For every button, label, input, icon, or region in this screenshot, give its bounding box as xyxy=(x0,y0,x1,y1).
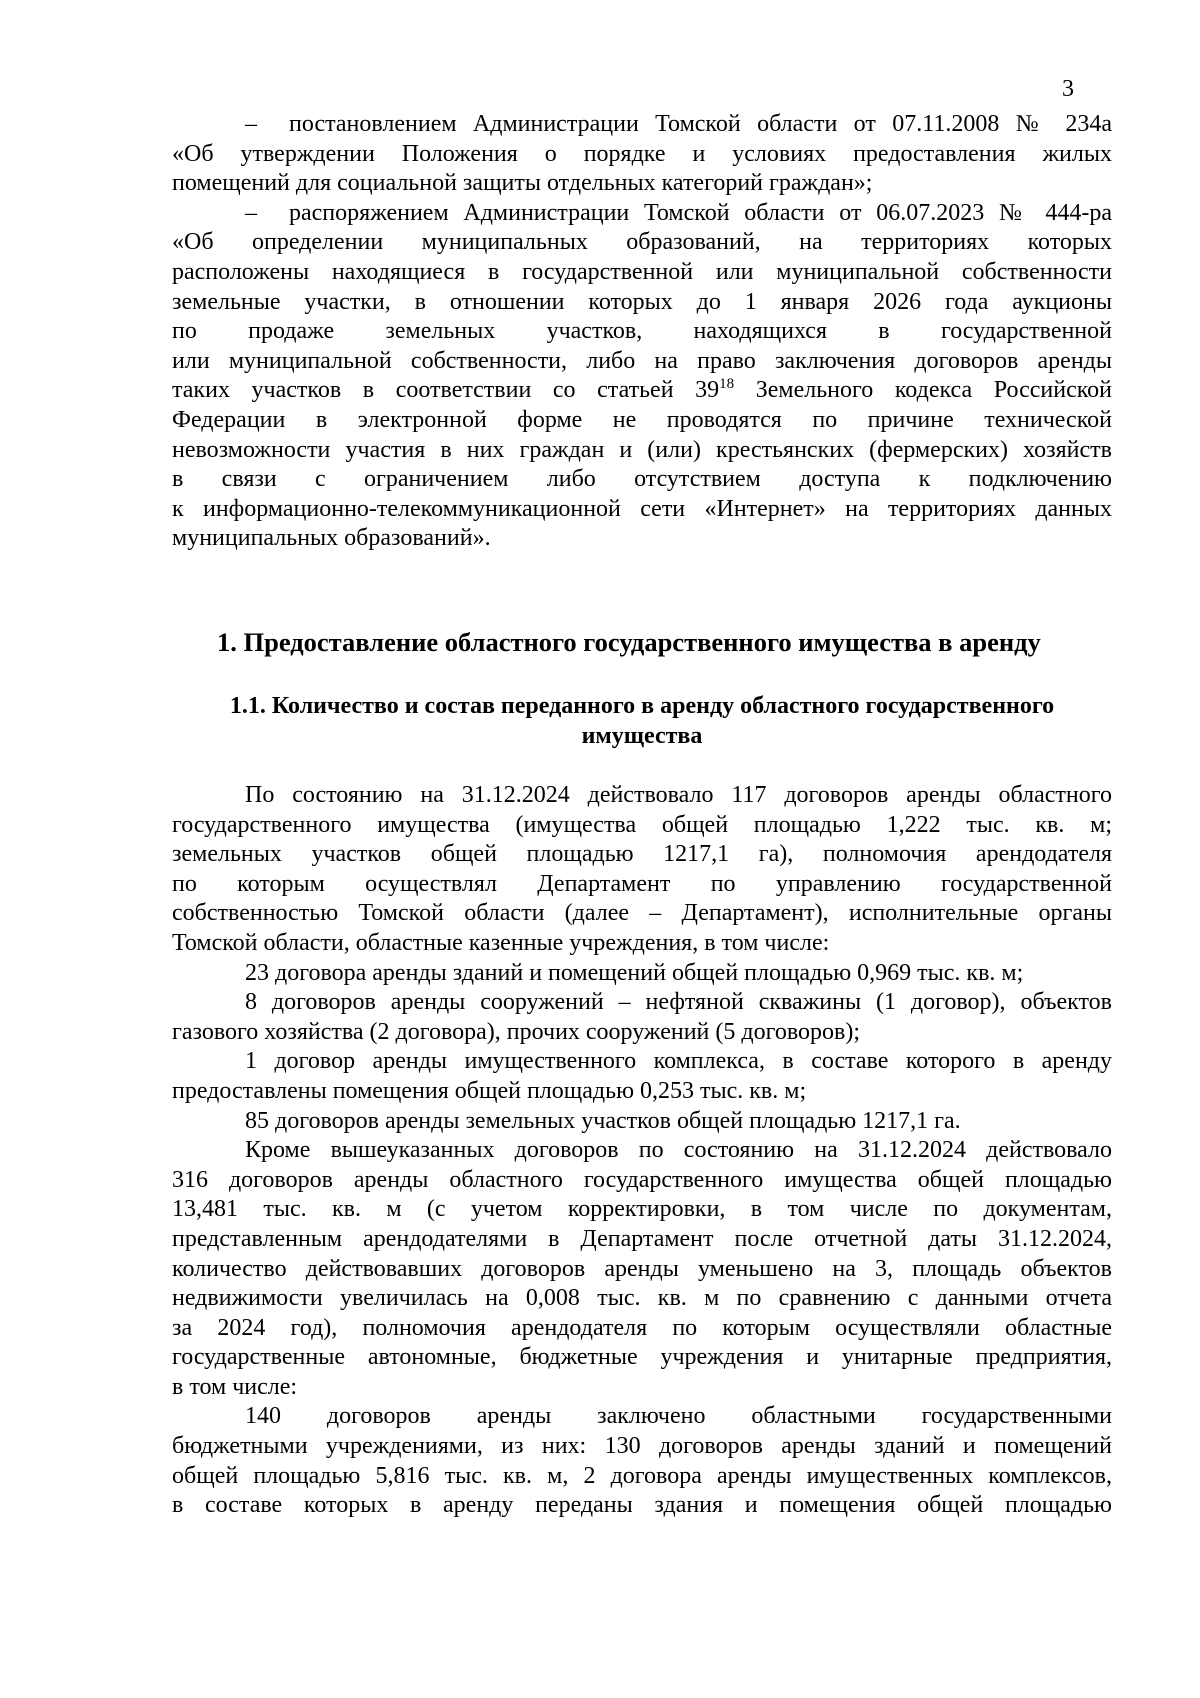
intro-list xyxy=(172,110,1112,554)
list-item-line: Федерации в электронной форме не проводятся по причине технической xyxy=(172,406,1112,433)
text-line: 13,481 тыс. кв. м (с учетом корректировки, в том числе по документам, xyxy=(172,1196,1112,1223)
text-line: общей площадью 5,816 тыс. кв. м, 2 договора аренды имущественных комплексов, xyxy=(172,1462,1112,1489)
text-line: газового хозяйства (2 договора), прочих сооружений (5 договоров); xyxy=(172,1018,860,1045)
text-line: 85 договоров аренды земельных участков общей площадью 1217,1 га. xyxy=(245,1107,961,1134)
text-line: 1 договор аренды имущественного комплекса, в составе которого в аренду xyxy=(245,1048,1112,1075)
list-item-line: земельные участки, в отношении которых до 1 января 2026 года аукционы xyxy=(172,288,1112,315)
section-heading xyxy=(172,625,1112,659)
list-item-line: – распоряжением Администрации Томской области от 06.07.2023 № 444-ра xyxy=(172,199,1112,229)
subsection-heading xyxy=(172,691,1112,751)
list-item-line: в связи с ограничением либо отсутствием доступа к подключению xyxy=(172,466,1112,493)
text-line: земельных участков общей площадью 1217,1 га), полномочия арендодателя xyxy=(172,841,1112,868)
text-line: государственные автономные, бюджетные учреждения и унитарные предприятия, xyxy=(172,1344,1112,1371)
list-dash: – xyxy=(245,199,257,226)
subsection-title-line: имущества xyxy=(581,723,703,749)
list-item-line: невозможности участия в них граждан и (или) крестьянских (фермерских) хозяйств xyxy=(172,436,1112,463)
text-line: бюджетными учреждениями, из них: 130 договоров аренды зданий и помещений xyxy=(172,1433,1112,1460)
text-line: Томской области, областные казенные учреждения, в том числе: xyxy=(172,929,830,956)
text-line: 140 договоров аренды заключено областными государственными xyxy=(245,1403,1112,1430)
list-item-line: – постановлением Администрации Томской области от 07.11.2008 № 234а xyxy=(172,110,1112,140)
list-item-line: муниципальных образований». xyxy=(172,525,491,552)
text-line: за 2024 год), полномочия арендодателя по которым осуществляли областные xyxy=(172,1314,1112,1341)
text-line: в составе которых в аренду переданы здания и помещения общей площадью xyxy=(172,1492,1112,1519)
body-text xyxy=(172,781,1112,1521)
text-line: представленным арендодателями в Департамент после отчетной даты 31.12.2024, xyxy=(172,1225,1112,1252)
list-item-line: «Об определении муниципальных образований, на территориях которых xyxy=(172,229,1112,256)
list-item-line: по продаже земельных участков, находящихся в государственной xyxy=(172,318,1112,345)
list-dash: – xyxy=(245,111,257,137)
list-item-line: помещений для социальной защиты отдельных категорий граждан»; xyxy=(172,170,873,197)
text-line: Кроме вышеуказанных договоров по состоянию на 31.12.2024 действовало xyxy=(245,1137,1112,1164)
section-title: Предоставление областного государственного имущества в аренду xyxy=(243,627,1041,657)
text-line: 23 договора аренды зданий и помещений общей площадью 0,969 тыс. кв. м; xyxy=(245,959,1024,986)
section-number: 1. xyxy=(217,627,237,657)
text-line: государственного имущества (имущества общей площадью 1,222 тыс. кв. м; xyxy=(172,811,1112,838)
superscript: 18 xyxy=(719,376,735,393)
list-item-line: таких участков в соответствии со статьей $39^{18}$ Земельного кодекса Российской xyxy=(172,376,1113,404)
text-line: По состоянию на 31.12.2024 действовало 117 договоров аренды областного xyxy=(245,782,1112,808)
text-line: 8 договоров аренды сооружений – нефтяной скважины (1 договор), объектов xyxy=(245,989,1112,1016)
text-line: по которым осуществлял Департамент по управлению государственной xyxy=(172,870,1112,897)
text-line: количество действовавших договоров аренды уменьшено на 3, площадь объектов xyxy=(172,1255,1112,1282)
list-item-line: или муниципальной собственности, либо на право заключения договоров аренды xyxy=(172,347,1112,374)
text-line: 316 договоров аренды областного государственного имущества общей площадью xyxy=(172,1166,1112,1193)
list-item-line: к информационно-телекоммуникационной сети «Интернет» на территориях данных xyxy=(172,495,1112,522)
text-line: в том числе: xyxy=(172,1373,298,1400)
list-item-line: «Об утверждении Положения о порядке и условиях предоставления жилых xyxy=(172,140,1112,167)
text-line: недвижимости увеличилась на 0,008 тыс. кв. м по сравнению с данными отчета xyxy=(172,1285,1112,1312)
page-number: 3 xyxy=(1062,76,1074,102)
text-line: собственностью Томской области (далее – Департамент), исполнительные органы xyxy=(172,900,1112,927)
subsection-title-line: 1.1. Количество и состав переданного в аренду областного государственного xyxy=(229,693,1055,719)
list-item-line: расположены находящиеся в государственной или муниципальной собственности xyxy=(172,258,1112,285)
text-line: предоставлены помещения общей площадью 0,253 тыс. кв. м; xyxy=(172,1077,807,1104)
